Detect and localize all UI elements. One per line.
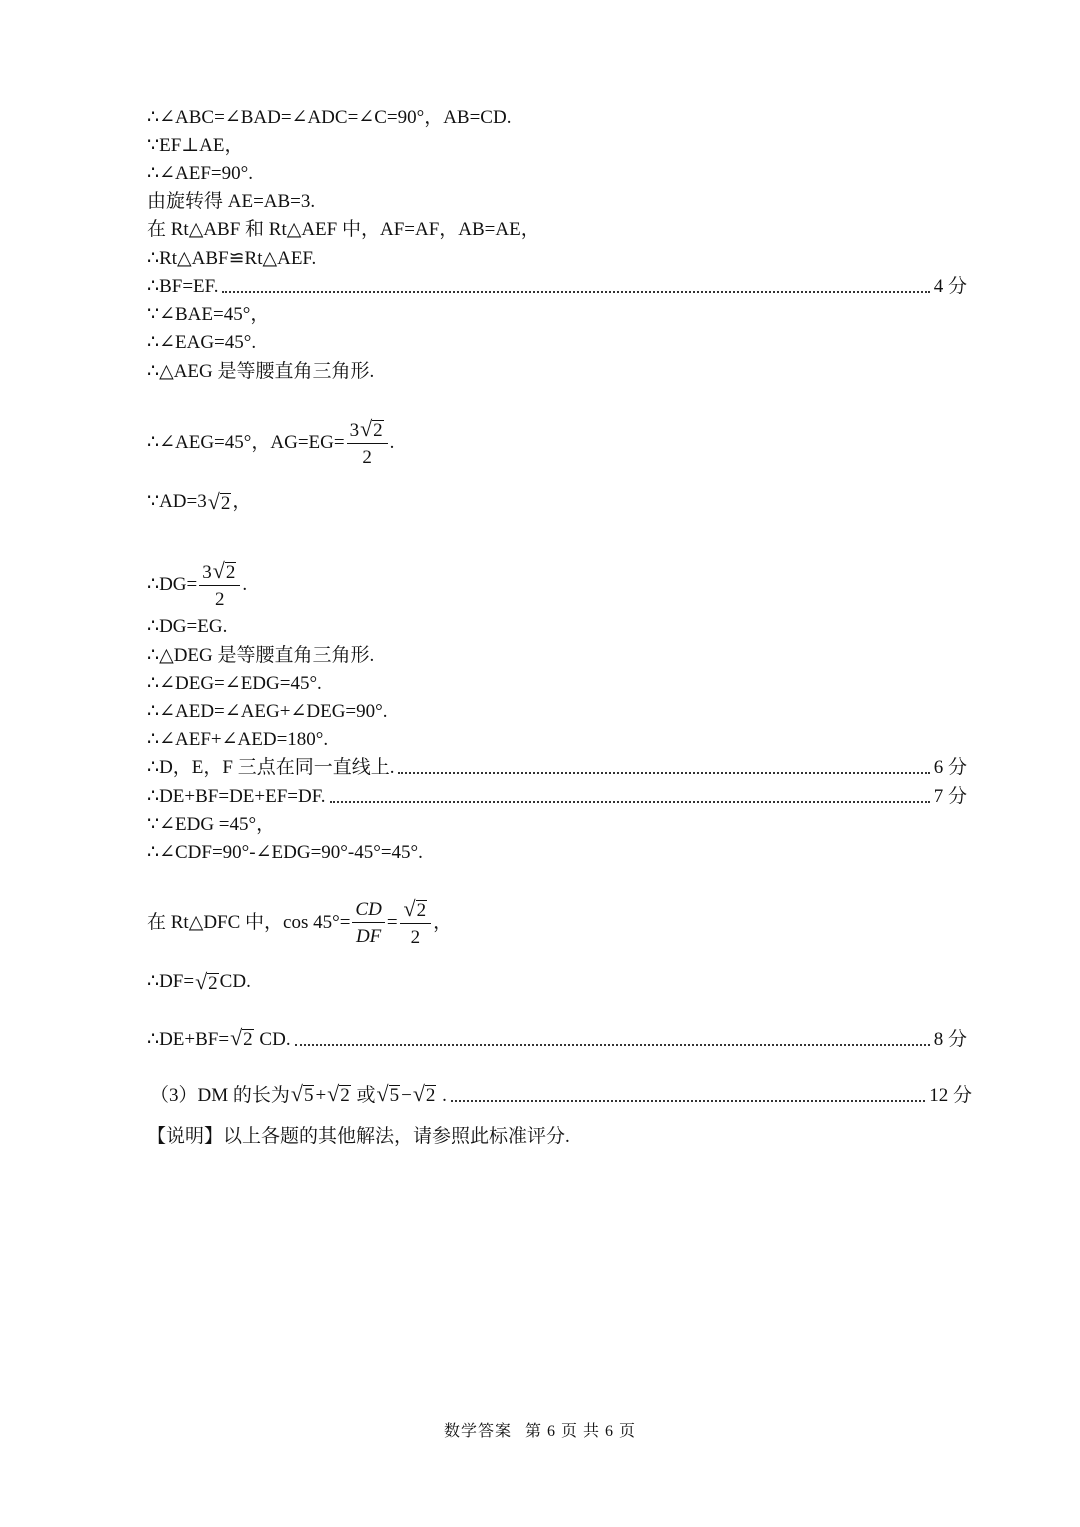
proof-line-fraction: ∴DG= 3 √ 2 2 . — [147, 558, 248, 610]
proof-line: ∴△DEG 是等腰直角三角形. — [147, 645, 375, 666]
scored-line: ∴BF=EF. 4 分 — [147, 276, 967, 297]
sqrt-symbol: √ 2 — [403, 896, 427, 921]
proof-line-fraction: ∴∠AEG=45°，AG=EG= 3 √ 2 2 . — [147, 416, 395, 468]
note-line: 【说明】以上各题的其他解法，请参照此标准评分. — [147, 1126, 570, 1147]
proof-line: ∴∠AEF+∠AED=180°. — [147, 729, 329, 750]
dot-leader — [295, 1044, 930, 1046]
sqrt-symbol: √ 5 — [376, 1081, 400, 1106]
fraction: 3 √ 2 2 — [199, 560, 240, 609]
proof-line: ∴∠EAG=45°. — [147, 332, 257, 353]
proof-line: ∴DG=EG. — [147, 616, 228, 637]
sqrt-symbol: √ 2 — [212, 558, 236, 583]
fraction: 3 √ 2 2 — [347, 418, 388, 467]
sqrt-symbol: √ 2 — [360, 416, 383, 441]
dot-leader — [451, 1100, 925, 1102]
score-mark: 8 分 — [933, 1028, 967, 1050]
sqrt-symbol: √ 2 — [207, 489, 231, 514]
score-mark: 6 分 — [933, 757, 967, 778]
dot-leader — [398, 772, 929, 774]
proof-line: ∵EF⊥AE， — [147, 135, 244, 156]
sqrt-symbol: √ 2 — [327, 1081, 350, 1106]
proof-line-sqrt: ∵AD=3 √ 2 ， — [147, 489, 252, 514]
dot-leader — [330, 801, 930, 803]
proof-line: ∴Rt△ABF≌Rt△AEF. — [147, 248, 317, 269]
proof-line: ∵∠EDG =45°， — [147, 814, 276, 835]
proof-line: ∵∠BAE=45°， — [147, 304, 270, 325]
score-mark: 4 分 — [933, 276, 967, 297]
proof-line: ∴△AEG 是等腰直角三角形. — [147, 361, 375, 382]
fraction: $\frac{CD}{DF}$ — [352, 900, 384, 946]
page-footer — [0, 1418, 1080, 1441]
fraction: √ 2 2 — [400, 898, 432, 947]
proof-line-cosine: 在 Rt△DFC 中，cos 45°= $\frac{CD}{DF}$ = √ 2 2 ， — [147, 896, 453, 948]
proof-line: ∴∠CDF=90°-∠EDG=90°-45°=45°. — [147, 842, 423, 863]
proof-line: ∴∠AED=∠AEG+∠DEG=90°. — [147, 701, 388, 722]
scored-line: （3）DM 的长为 √ 5 + √ 2 或 √ 5 − √ 2 . 12 分 — [150, 1081, 972, 1106]
sqrt-symbol: √ 2 — [412, 1081, 436, 1106]
proof-line: 在 Rt△ABF 和 Rt△AEF 中，AF=AF，AB=AE， — [147, 219, 540, 240]
footer-page-number: 第 6 页 共 6 页 — [525, 1423, 637, 1440]
proof-line: ∴∠AEF=90°. — [147, 163, 253, 184]
proof-line-sqrt: ∴DF= √ 2 CD. — [147, 969, 251, 994]
footer-subject: 数学答案 — [443, 1423, 512, 1440]
proof-line: ∴∠DEG=∠EDG=45°. — [147, 673, 322, 694]
score-mark: 12 分 — [929, 1084, 972, 1106]
scored-line: ∴DE+BF= √ 2 CD. 8 分 — [147, 1025, 967, 1050]
proof-line: ∴∠ABC=∠BAD=∠ADC=∠C=90°，AB=CD. — [147, 107, 512, 128]
sqrt-symbol: √ 2 — [195, 969, 218, 994]
scored-line: ∴DE+BF=DE+EF=DF. 7 分 — [147, 786, 967, 807]
scored-line: ∴D，E，F 三点在同一直线上. 6 分 — [147, 757, 967, 778]
sqrt-symbol: √ 2 — [230, 1025, 253, 1050]
dot-leader — [222, 291, 929, 293]
score-mark: 7 分 — [933, 786, 967, 807]
proof-line: 由旋转得 AE=AB=3. — [147, 191, 316, 212]
sqrt-symbol: √ 5 — [290, 1081, 314, 1106]
